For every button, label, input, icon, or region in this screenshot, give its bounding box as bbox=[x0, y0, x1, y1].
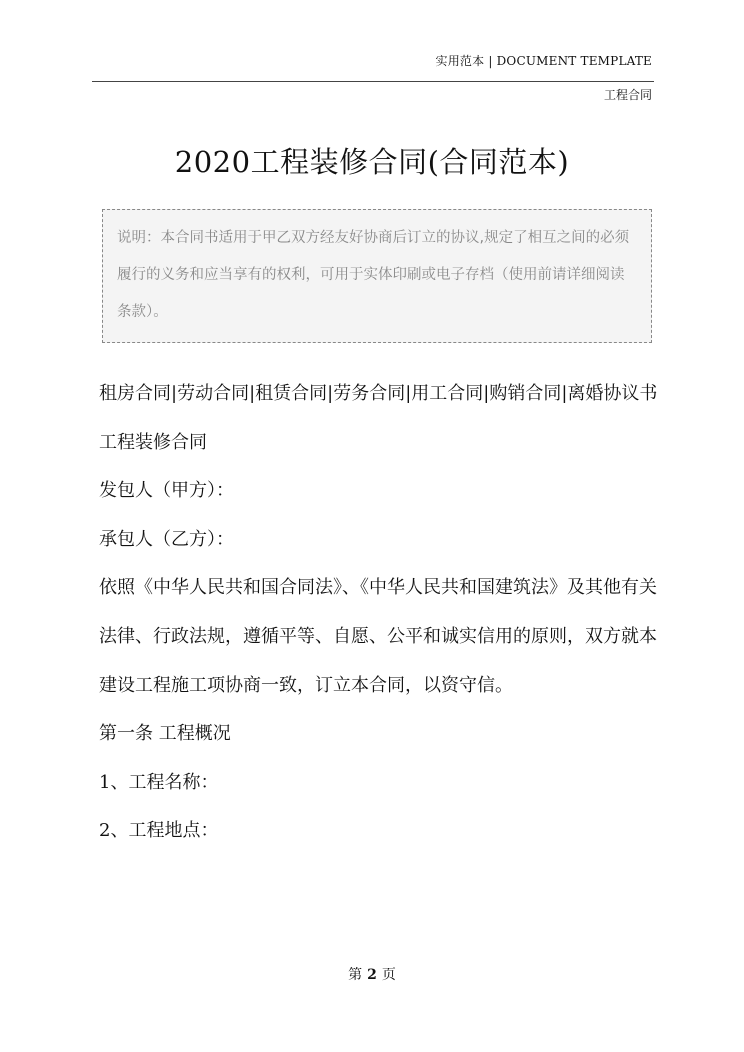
header-divider bbox=[92, 81, 654, 82]
contract-name: 工程装修合同 bbox=[99, 431, 207, 453]
page-suffix: 页 bbox=[381, 967, 396, 983]
article-1-heading: 第一条 工程概况 bbox=[99, 723, 231, 745]
header-category: 工程合同 bbox=[603, 88, 652, 102]
header-brand: 实用范本 | DOCUMENT TEMPLATE bbox=[435, 54, 652, 68]
project-location-line: 2、工程地点： bbox=[99, 820, 219, 842]
project-name-line: 1、工程名称： bbox=[99, 771, 219, 793]
page-number: 2 bbox=[367, 967, 377, 983]
document-body bbox=[99, 370, 659, 856]
page-prefix: 第 bbox=[348, 967, 363, 983]
page-footer bbox=[0, 964, 744, 984]
party-b-line: 承包人（乙方）： bbox=[99, 528, 234, 550]
party-a-line: 发包人（甲方）： bbox=[99, 480, 234, 502]
contract-type-links: 租房合同|劳动合同|租赁合同|劳务合同|用工合同|购销合同|离婚协议书 bbox=[99, 383, 658, 404]
document-title: 2020工程装修合同(合同范本) bbox=[174, 145, 570, 179]
description-note: 说明：本合同书适用于甲乙双方经友好协商后订立的协议,规定了相互之间的必须履行的义务和应当享有的权利，可用于实体印刷或电子存档（使用前请详细阅读条款）。 bbox=[102, 209, 652, 343]
preamble-paragraph: 依照《中华人民共和国合同法》、《中华人民共和国建筑法》及其他有关法律、行政法规，遵循平等、自愿、公平和诚实信用的原则，双方就本建设工程施工项协商一致，订立本合同，以资守信。 bbox=[99, 577, 657, 696]
